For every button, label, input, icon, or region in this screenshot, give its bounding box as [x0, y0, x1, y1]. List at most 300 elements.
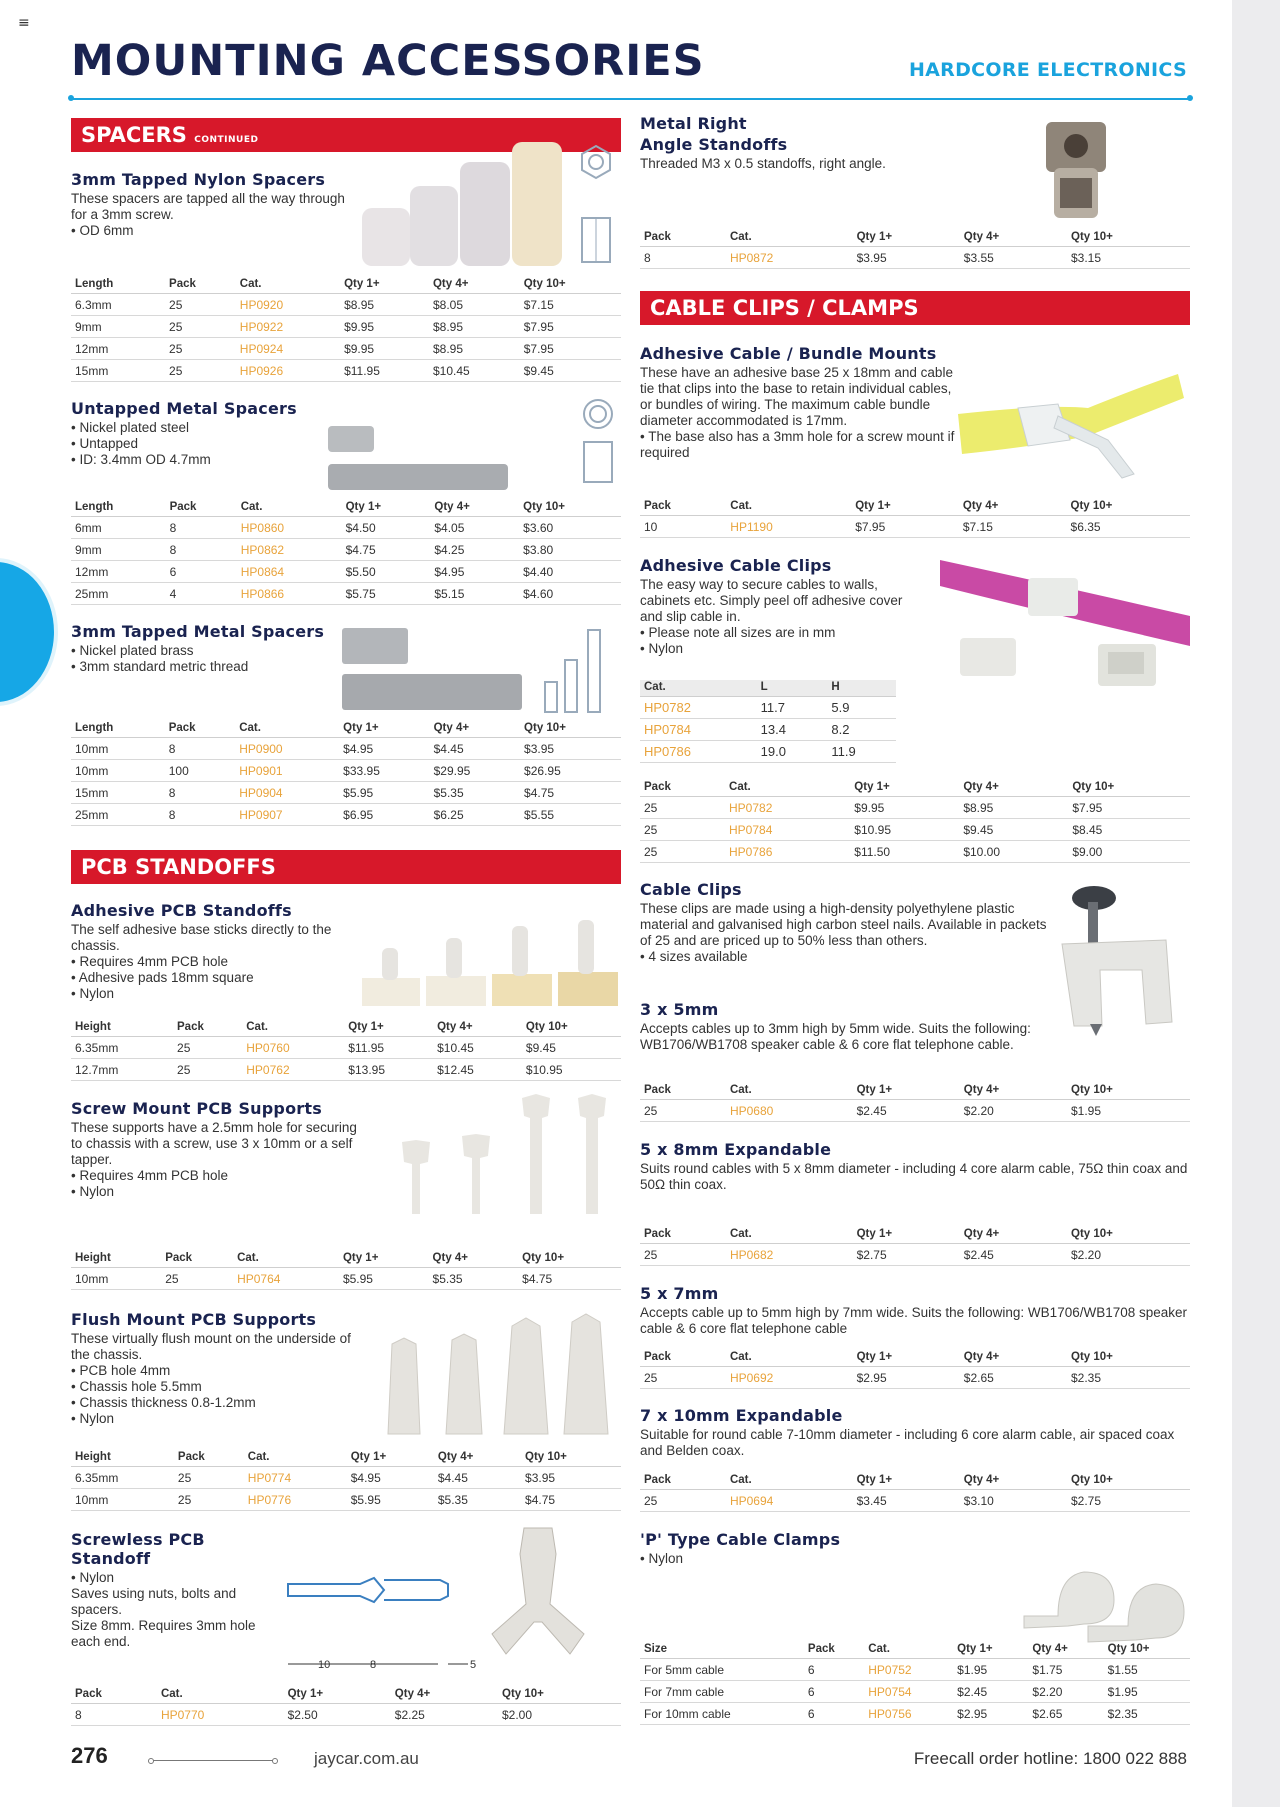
- table-cell: $6.95: [339, 804, 429, 826]
- column-header: Qty 10+: [498, 1687, 621, 1704]
- table-cell: 25: [640, 1244, 726, 1266]
- table-cell: $6.25: [430, 804, 520, 826]
- column-header: Qty 1+: [853, 1473, 960, 1490]
- column-header: Qty 4+: [960, 1083, 1067, 1100]
- column-header: Pack: [640, 780, 725, 797]
- table-cell: $2.95: [853, 1367, 960, 1389]
- price-table-screw-pcb: [71, 1251, 621, 1290]
- section-bar-clips: CABLE CLIPS / CLAMPS: [640, 291, 1190, 325]
- column-header: Qty 4+: [959, 780, 1068, 797]
- catalog-number[interactable]: HP0760: [242, 1037, 344, 1059]
- table-cell: 8: [71, 1704, 157, 1726]
- side-tab[interactable]: [0, 562, 54, 702]
- column-header: Qty 4+: [430, 500, 519, 517]
- column-header: Qty 4+: [1028, 1642, 1103, 1659]
- product-adhesive-pcb: [71, 901, 351, 1002]
- table-header-row: [71, 1251, 621, 1268]
- table-cell: 6.35mm: [71, 1037, 173, 1059]
- catalog-number[interactable]: HP1190: [726, 516, 851, 538]
- product-screw-pcb: [71, 1099, 361, 1200]
- column-header: Qty 1+: [342, 500, 431, 517]
- table-cell: $10.00: [959, 841, 1068, 863]
- table-cell: $33.95: [339, 760, 429, 782]
- adhesive-pcb-image: [360, 918, 620, 1008]
- table-cell: $5.75: [342, 583, 431, 605]
- dim-label-1: 10: [318, 1659, 331, 1671]
- product-flush-pcb: [71, 1310, 361, 1427]
- product-title: Untapped Metal Spacers: [71, 399, 297, 418]
- bullet-item: • Requires 4mm PCB hole: [71, 954, 351, 970]
- table-cell: $4.75: [520, 782, 621, 804]
- table-cell: 8: [165, 804, 236, 826]
- catalog-number[interactable]: HP0784: [640, 719, 757, 741]
- bundle-mount-image: [958, 364, 1190, 484]
- column-header: L: [757, 680, 828, 697]
- product-c5x7: [640, 1284, 1190, 1337]
- table-cell: 10mm: [71, 1489, 174, 1511]
- screwless-diagram: [284, 1524, 620, 1674]
- table-cell: $5.35: [434, 1489, 521, 1511]
- table-cell: $10.45: [429, 360, 520, 382]
- column-header: Qty 10+: [1067, 499, 1190, 516]
- product-desc: The self adhesive base sticks directly to the chassis.: [71, 922, 332, 953]
- table-cell: 8: [165, 782, 236, 804]
- product-title: Screwless PCB Standoff: [71, 1530, 205, 1568]
- column-header: Cat.: [726, 1083, 853, 1100]
- catalog-number[interactable]: HP0784: [725, 819, 850, 841]
- price-table-c5x7: [640, 1350, 1190, 1389]
- table-cell: 6.35mm: [71, 1467, 174, 1489]
- column-header: Cat.: [726, 230, 853, 247]
- table-header-row: [640, 499, 1190, 516]
- column-header: Cat.: [864, 1642, 953, 1659]
- bullet-item: • OD 6mm: [71, 223, 351, 239]
- brand-label: HARDCORE ELECTRONICS: [908, 59, 1187, 81]
- catalog-number[interactable]: HP0864: [237, 561, 342, 583]
- table-cell: $7.15: [959, 516, 1067, 538]
- column-header: Qty 1+: [953, 1642, 1028, 1659]
- table-cell: 25: [161, 1268, 233, 1290]
- column-header: Pack: [640, 1083, 726, 1100]
- bullet-item: • 4 sizes available: [640, 949, 1050, 965]
- website-link[interactable]: jaycar.com.au: [314, 1749, 419, 1768]
- table-header-row: [640, 1083, 1190, 1100]
- catalog-number[interactable]: HP0776: [244, 1489, 347, 1511]
- table-cell: $5.50: [342, 561, 431, 583]
- table-cell: 4: [166, 583, 237, 605]
- column-header: Qty 10+: [1067, 1227, 1190, 1244]
- table-row: [71, 517, 621, 539]
- table-cell: $1.95: [953, 1659, 1028, 1681]
- table-cell: 8.2: [827, 719, 896, 741]
- column-header: Length: [71, 277, 165, 294]
- table-cell: 8: [640, 247, 726, 269]
- column-header: Qty 4+: [960, 1350, 1067, 1367]
- column-header: Qty 10+: [519, 500, 621, 517]
- page-edge: [1232, 0, 1280, 1807]
- table-cell: $2.65: [960, 1367, 1067, 1389]
- table-cell: $11.50: [850, 841, 959, 863]
- column-header: Height: [71, 1251, 161, 1268]
- product-screwless: [71, 1530, 271, 1650]
- bullet-item: • Nickel plated brass: [71, 643, 351, 659]
- table-header-row: [71, 500, 621, 517]
- catalog-number[interactable]: HP0764: [233, 1268, 339, 1290]
- catalog-number[interactable]: HP0694: [726, 1490, 853, 1512]
- price-table-c7x10: [640, 1473, 1190, 1512]
- table-cell: 25: [640, 841, 725, 863]
- column-header: Cat.: [726, 1227, 853, 1244]
- catalog-number[interactable]: HP0922: [236, 316, 340, 338]
- catalog-number[interactable]: HP0920: [236, 294, 340, 316]
- catalog-number[interactable]: HP0752: [864, 1659, 953, 1681]
- bullet-item: • Nickel plated steel: [71, 420, 351, 436]
- table-cell: $11.95: [340, 360, 429, 382]
- table-cell: 25: [165, 338, 236, 360]
- table-cell: 12mm: [71, 338, 165, 360]
- screw-pcb-image: [390, 1092, 620, 1222]
- catalog-number[interactable]: HP0786: [640, 741, 757, 763]
- catalog-number[interactable]: HP0770: [157, 1704, 284, 1726]
- column-header: Cat.: [237, 500, 342, 517]
- table-row: [71, 583, 621, 605]
- table-cell: 25: [173, 1037, 242, 1059]
- table-cell: 8: [165, 738, 236, 760]
- column-header: Qty 4+: [959, 499, 1067, 516]
- table-cell: $8.95: [429, 316, 520, 338]
- table-cell: $4.60: [519, 583, 621, 605]
- column-header: Pack: [640, 1473, 726, 1490]
- product-title: 'P' Type Cable Clamps: [640, 1530, 841, 1549]
- price-table-nylon: [71, 277, 621, 382]
- product-title: Metal Right: [640, 114, 747, 133]
- bullet-item: • Nylon: [71, 1411, 361, 1427]
- table-cell: $9.45: [959, 819, 1068, 841]
- table-cell: For 7mm cable: [640, 1681, 804, 1703]
- bullet-item: • Nylon: [71, 1570, 271, 1586]
- table-cell: $4.75: [521, 1489, 621, 1511]
- table-cell: $7.95: [520, 316, 621, 338]
- table-row: [640, 719, 896, 741]
- table-cell: 5.9: [827, 697, 896, 719]
- table-cell: $29.95: [430, 760, 520, 782]
- table-cell: $9.00: [1068, 841, 1190, 863]
- table-row: [640, 1490, 1190, 1512]
- table-header-row: [71, 1450, 621, 1467]
- table-header-row: [640, 230, 1190, 247]
- table-cell: 12.7mm: [71, 1059, 173, 1081]
- table-cell: 19.0: [757, 741, 828, 763]
- product-title: 5 x 8mm Expandable: [640, 1140, 832, 1159]
- table-header-row: [71, 1020, 621, 1037]
- catalog-number[interactable]: HP0774: [244, 1467, 347, 1489]
- table-cell: 15mm: [71, 782, 165, 804]
- table-row: [71, 804, 621, 826]
- table-cell: $8.45: [1068, 819, 1190, 841]
- table-cell: $3.60: [519, 517, 621, 539]
- table-cell: $5.95: [347, 1489, 434, 1511]
- table-cell: $4.45: [430, 738, 520, 760]
- column-header: Qty 10+: [518, 1251, 621, 1268]
- table-cell: $2.75: [1067, 1490, 1190, 1512]
- table-row: [71, 1059, 621, 1081]
- table-cell: $7.15: [520, 294, 621, 316]
- column-header: H: [827, 680, 896, 697]
- catalog-number[interactable]: HP0782: [725, 797, 850, 819]
- table-cell: $5.95: [339, 1268, 429, 1290]
- catalog-number[interactable]: HP0682: [726, 1244, 853, 1266]
- right-angle-image: [1040, 118, 1112, 222]
- table-cell: 11.9: [827, 741, 896, 763]
- hotline-text: Freecall order hotline: 1800 022 888: [913, 1749, 1187, 1768]
- column-header: Qty 4+: [960, 1227, 1067, 1244]
- table-cell: $4.95: [339, 738, 429, 760]
- dim-label-3: 5: [470, 1659, 477, 1671]
- catalog-number[interactable]: HP0904: [235, 782, 339, 804]
- column-header: Qty 1+: [850, 780, 959, 797]
- price-table-adh-clips: [640, 780, 1190, 863]
- table-cell: 25: [640, 1490, 726, 1512]
- column-header: Size: [640, 1642, 804, 1659]
- table-row: [640, 1703, 1190, 1725]
- table-cell: $2.20: [1067, 1244, 1190, 1266]
- dimension-table-adh-clips: [640, 680, 896, 763]
- product-title: 3 x 5mm: [640, 1000, 719, 1019]
- table-cell: $2.50: [284, 1704, 391, 1726]
- catalog-number[interactable]: HP0872: [726, 247, 853, 269]
- adhesive-clip-image: [940, 556, 1190, 690]
- table-cell: 25: [174, 1467, 244, 1489]
- column-header: Qty 10+: [520, 721, 621, 738]
- table-cell: $2.45: [953, 1681, 1028, 1703]
- table-cell: 25: [174, 1489, 244, 1511]
- bullet-item: • The base also has a 3mm hole for a screw mount if required: [640, 429, 960, 461]
- table-cell: $1.95: [1067, 1100, 1190, 1122]
- table-cell: $1.95: [1104, 1681, 1190, 1703]
- table-cell: $9.45: [522, 1037, 621, 1059]
- table-row: [640, 1659, 1190, 1681]
- column-header: Qty 10+: [1067, 1083, 1190, 1100]
- column-header: Cat.: [236, 277, 340, 294]
- bullet-item: • 3mm standard metric thread: [71, 659, 351, 675]
- table-row: [640, 697, 896, 719]
- table-cell: $4.25: [430, 539, 519, 561]
- column-header: Qty 10+: [1067, 230, 1190, 247]
- column-header: Length: [71, 721, 165, 738]
- bullet-item: • Nylon: [640, 1551, 940, 1567]
- header-rule: [71, 98, 1190, 100]
- product-c7x10: [640, 1406, 1190, 1459]
- column-header: Qty 10+: [1104, 1642, 1190, 1659]
- table-cell: 11.7: [757, 697, 828, 719]
- column-header: Qty 10+: [1067, 1473, 1190, 1490]
- table-row: [71, 294, 621, 316]
- table-cell: $2.95: [953, 1703, 1028, 1725]
- catalog-number[interactable]: HP0692: [726, 1367, 853, 1389]
- table-header-row: [640, 1473, 1190, 1490]
- table-header-row: [640, 680, 896, 697]
- table-row: [640, 1681, 1190, 1703]
- column-header: Cat.: [235, 721, 339, 738]
- table-cell: $4.75: [342, 539, 431, 561]
- table-cell: $9.95: [850, 797, 959, 819]
- product-untapped: [71, 399, 351, 468]
- column-header: Qty 10+: [521, 1450, 621, 1467]
- column-header: Length: [71, 500, 166, 517]
- catalog-number[interactable]: HP0762: [242, 1059, 344, 1081]
- table-row: [640, 1367, 1190, 1389]
- table-cell: $7.95: [851, 516, 959, 538]
- table-cell: $5.35: [430, 782, 520, 804]
- table-row: [71, 1704, 621, 1726]
- page-number: 276: [71, 1743, 108, 1768]
- column-header: Pack: [165, 277, 236, 294]
- price-table-c5x8: [640, 1227, 1190, 1266]
- table-cell: $2.00: [498, 1704, 621, 1726]
- product-title-2: Angle Standoffs: [640, 135, 788, 154]
- table-cell: 6: [804, 1703, 864, 1725]
- catalog-number[interactable]: HP0680: [726, 1100, 853, 1122]
- product-title: Adhesive Cable / Bundle Mounts: [640, 344, 937, 363]
- table-row: [71, 782, 621, 804]
- table-cell: $2.65: [1028, 1703, 1103, 1725]
- column-header: Pack: [173, 1020, 242, 1037]
- column-header: Qty 4+: [429, 277, 520, 294]
- column-header: Pack: [166, 500, 237, 517]
- dim-label-2: 8: [370, 1659, 377, 1671]
- product-desc: Saves using nuts, bolts and spacers.: [71, 1586, 237, 1617]
- catalog-number[interactable]: HP0924: [236, 338, 340, 360]
- price-table-untapped: [71, 500, 621, 605]
- bullet-item: • Chassis thickness 0.8-1.2mm: [71, 1395, 361, 1411]
- product-desc: Suits round cables with 5 x 8mm diameter - including 4 core alarm cable, 75Ω thin coax and 50Ω thin coax.: [640, 1161, 1188, 1192]
- table-cell: $10.95: [850, 819, 959, 841]
- table-cell: $9.95: [340, 316, 429, 338]
- table-cell: $2.45: [853, 1100, 960, 1122]
- product-desc: The easy way to secure cables to walls, cabinets etc. Simply peel off adhesive cover and slip cable in.: [640, 577, 903, 624]
- catalog-number[interactable]: HP0786: [725, 841, 850, 863]
- column-header: Qty 1+: [344, 1020, 433, 1037]
- table-cell: $4.50: [342, 517, 431, 539]
- table-cell: $5.15: [430, 583, 519, 605]
- product-title: Flush Mount PCB Supports: [71, 1310, 317, 1329]
- product-nylon: [71, 170, 351, 239]
- table-cell: 6mm: [71, 517, 166, 539]
- column-header: Cat.: [244, 1450, 347, 1467]
- table-cell: 6.3mm: [71, 294, 165, 316]
- table-header-row: [71, 1687, 621, 1704]
- column-header: Qty 4+: [960, 230, 1067, 247]
- product-title: 7 x 10mm Expandable: [640, 1406, 843, 1425]
- catalog-number[interactable]: HP0862: [237, 539, 342, 561]
- catalog-number[interactable]: HP0926: [236, 360, 340, 382]
- product-desc: Threaded M3 x 0.5 standoffs, right angle.: [640, 156, 886, 171]
- table-cell: 100: [165, 760, 236, 782]
- price-table-right-angle: [640, 230, 1190, 269]
- table-cell: 6: [804, 1681, 864, 1703]
- table-header-row: [640, 1350, 1190, 1367]
- bullet-item: • Nylon: [640, 641, 910, 657]
- table-cell: 25: [640, 1100, 726, 1122]
- table-row: [640, 247, 1190, 269]
- table-cell: $2.20: [960, 1100, 1067, 1122]
- catalog-number[interactable]: HP0900: [235, 738, 339, 760]
- price-table-ptype: [640, 1642, 1190, 1725]
- menu-icon[interactable]: ≡: [18, 15, 30, 31]
- column-header: Qty 1+: [853, 1227, 960, 1244]
- table-cell: $2.75: [853, 1244, 960, 1266]
- table-cell: $5.55: [520, 804, 621, 826]
- section-bar-pcb: PCB STANDOFFS: [71, 850, 621, 884]
- table-row: [71, 316, 621, 338]
- product-desc: These supports have a 2.5mm hole for securing to chassis with a screw, use 3 x 10mm or a self tapper.: [71, 1120, 357, 1167]
- table-cell: $26.95: [520, 760, 621, 782]
- catalog-number[interactable]: HP0756: [864, 1703, 953, 1725]
- table-cell: $2.45: [960, 1244, 1067, 1266]
- table-cell: 10: [640, 516, 726, 538]
- table-cell: 25: [165, 294, 236, 316]
- column-header: Qty 1+: [851, 499, 959, 516]
- table-cell: $7.95: [520, 338, 621, 360]
- table-cell: $9.45: [520, 360, 621, 382]
- table-row: [71, 1268, 621, 1290]
- table-cell: 6: [166, 561, 237, 583]
- column-header: Qty 1+: [853, 1350, 960, 1367]
- catalog-number[interactable]: HP0907: [235, 804, 339, 826]
- product-title: 5 x 7mm: [640, 1284, 719, 1303]
- table-cell: $8.95: [340, 294, 429, 316]
- column-header: Qty 4+: [433, 1020, 522, 1037]
- table-row: [640, 516, 1190, 538]
- table-cell: $1.75: [1028, 1659, 1103, 1681]
- table-cell: $3.95: [521, 1467, 621, 1489]
- table-row: [640, 741, 896, 763]
- catalog-number[interactable]: HP0901: [235, 760, 339, 782]
- table-cell: 9mm: [71, 316, 165, 338]
- table-cell: 25mm: [71, 804, 165, 826]
- table-row: [71, 338, 621, 360]
- table-cell: 25: [640, 797, 725, 819]
- table-cell: $4.05: [430, 517, 519, 539]
- column-header: Pack: [161, 1251, 233, 1268]
- product-c3x5: [640, 1000, 1100, 1053]
- table-cell: 25: [165, 316, 236, 338]
- price-table-tapped-metal: [71, 721, 621, 826]
- table-cell: 8: [166, 539, 237, 561]
- column-header: Pack: [640, 1227, 726, 1244]
- table-cell: For 10mm cable: [640, 1703, 804, 1725]
- price-table-c3x5: [640, 1083, 1190, 1122]
- product-title: Adhesive Cable Clips: [640, 556, 832, 575]
- table-cell: 10mm: [71, 760, 165, 782]
- table-row: [640, 1100, 1190, 1122]
- table-cell: $3.55: [960, 247, 1067, 269]
- column-header: Qty 1+: [339, 1251, 429, 1268]
- catalog-number[interactable]: HP0866: [237, 583, 342, 605]
- price-table-flush-pcb: [71, 1450, 621, 1511]
- column-header: Cat.: [640, 680, 757, 697]
- table-cell: $3.95: [520, 738, 621, 760]
- catalog-number[interactable]: HP0782: [640, 697, 757, 719]
- catalog-number[interactable]: HP0860: [237, 517, 342, 539]
- table-cell: 25: [640, 819, 725, 841]
- product-title: 3mm Tapped Nylon Spacers: [71, 170, 326, 189]
- product-right-angle: [640, 114, 960, 172]
- table-cell: $6.35: [1067, 516, 1190, 538]
- catalog-number[interactable]: HP0754: [864, 1681, 953, 1703]
- table-cell: 13.4: [757, 719, 828, 741]
- table-row: [640, 1244, 1190, 1266]
